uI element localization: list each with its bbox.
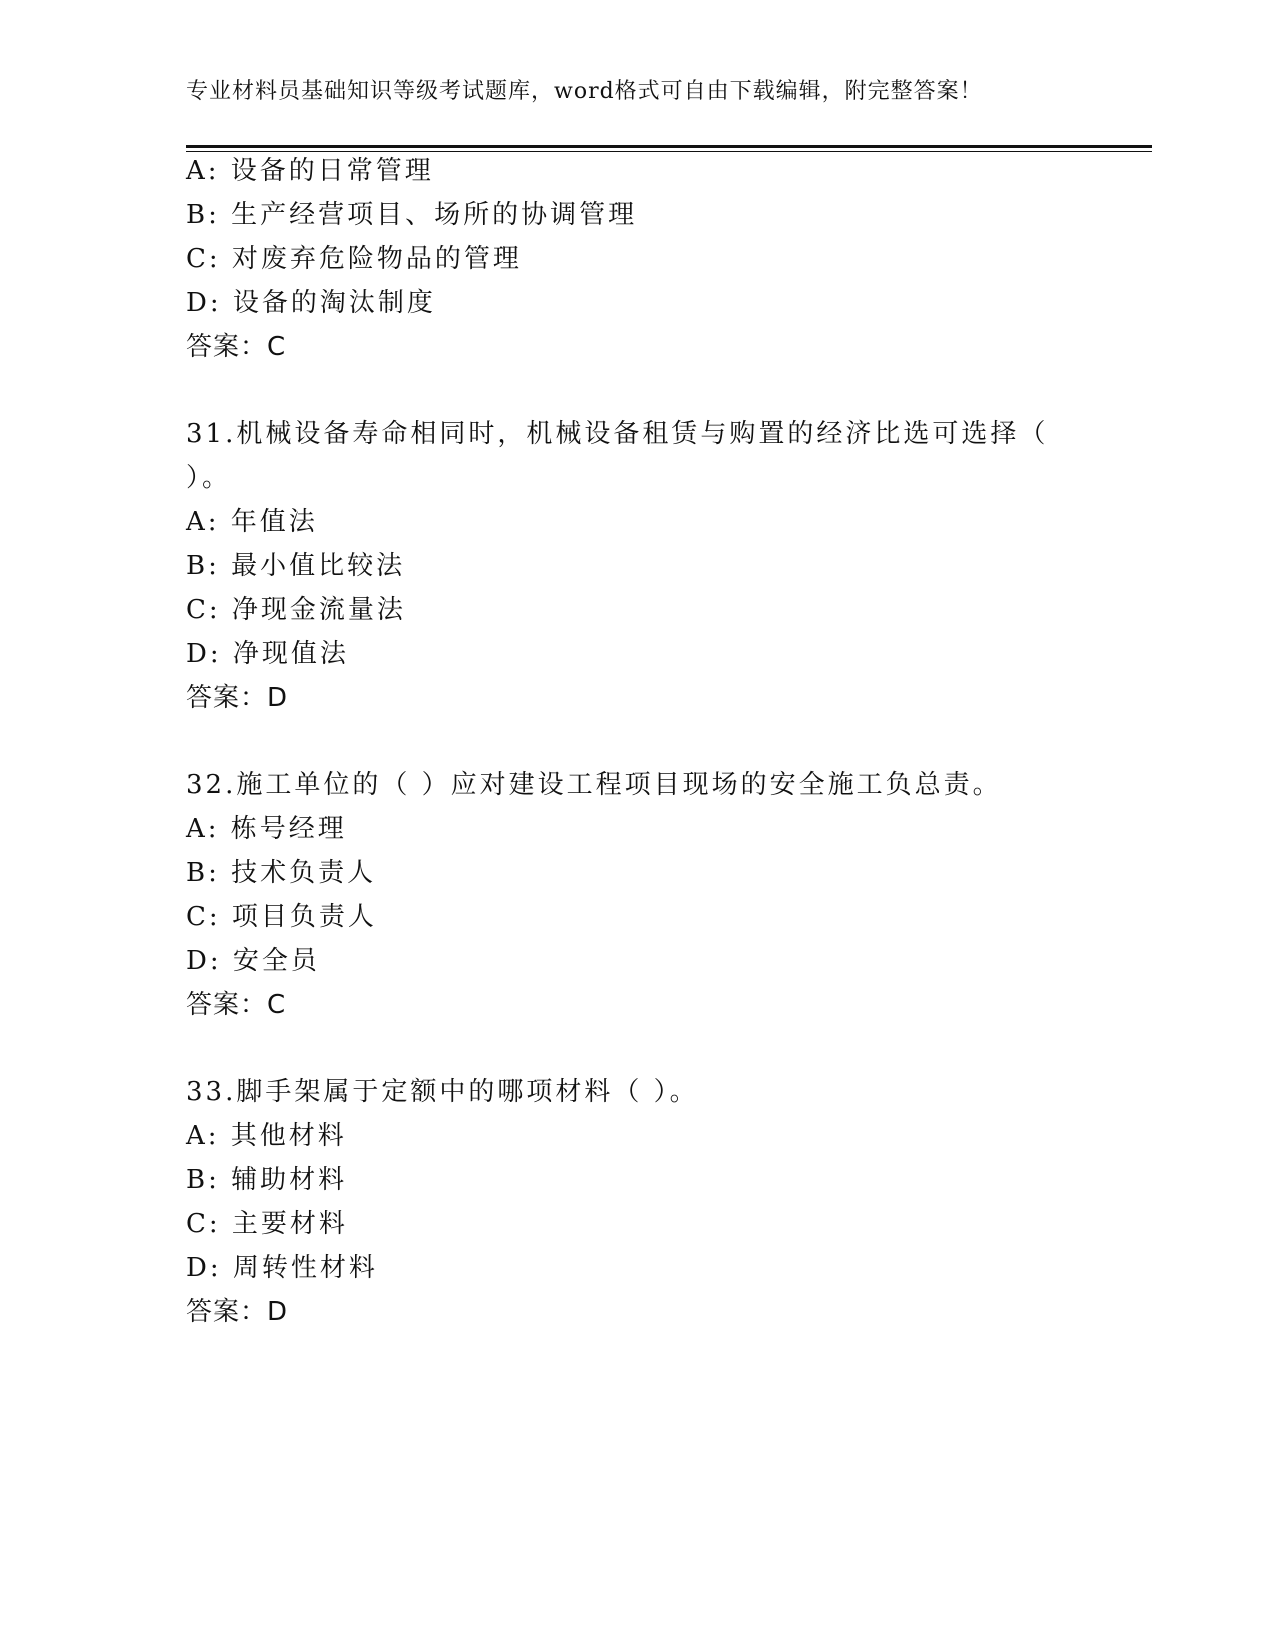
- question-31-stem: 31.机械设备寿命相同时，机械设备租赁与购置的经济比选可选择（: [186, 419, 1049, 449]
- option-a: A: 其他材料: [186, 1121, 347, 1151]
- option-d: D: 设备的淘汰制度: [186, 288, 436, 318]
- question-33-stem: 33.脚手架属于定额中的哪项材料（ ）。: [186, 1077, 699, 1107]
- header-rule-thick: [186, 145, 1152, 148]
- option-a: A: 设备的日常管理: [186, 156, 434, 186]
- question-32-stem: 32.施工单位的（ ）应对建设工程项目现场的安全施工负总责。: [186, 770, 1002, 800]
- question-31-stem-cont: ）。: [186, 463, 232, 493]
- option-c: C: 对废弃危险物品的管理: [186, 244, 522, 274]
- option-a: A: 年值法: [186, 507, 318, 537]
- option-d: D: 净现值法: [186, 639, 349, 669]
- option-d: D: 周转性材料: [186, 1253, 378, 1283]
- answer: 答案：C: [186, 990, 287, 1020]
- header-rule-thin: [186, 151, 1152, 152]
- option-c: C: 主要材料: [186, 1209, 348, 1239]
- option-b: B: 技术负责人: [186, 858, 377, 888]
- answer: 答案：D: [186, 683, 289, 713]
- option-b: B: 最小值比较法: [186, 551, 406, 581]
- option-d: D: 安全员: [186, 946, 320, 976]
- option-a: A: 栋号经理: [186, 814, 347, 844]
- option-b: B: 辅助材料: [186, 1165, 348, 1195]
- answer: 答案：D: [186, 1297, 289, 1327]
- option-b: B: 生产经营项目、场所的协调管理: [186, 200, 638, 230]
- document-header: 专业材料员基础知识等级考试题库，word格式可自由下载编辑，附完整答案！: [186, 79, 983, 104]
- option-c: C: 项目负责人: [186, 902, 377, 932]
- option-c: C: 净现金流量法: [186, 595, 406, 625]
- answer: 答案：C: [186, 332, 287, 362]
